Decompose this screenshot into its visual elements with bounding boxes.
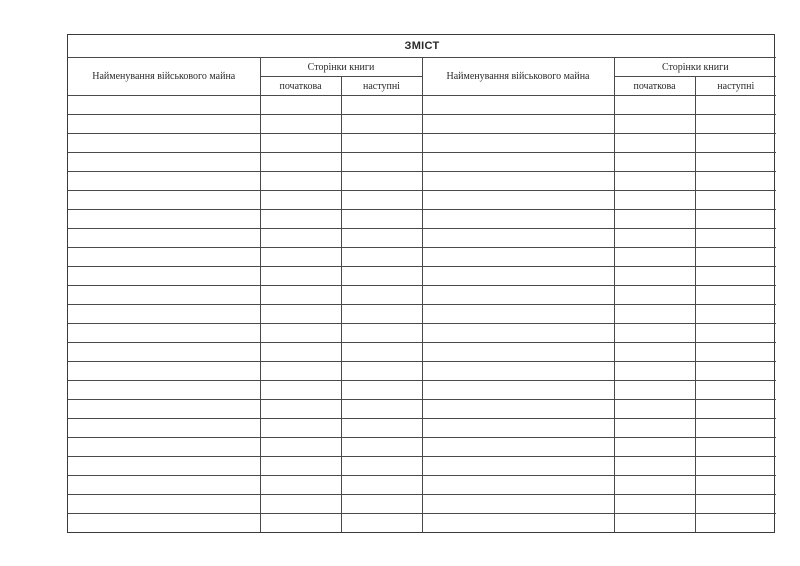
left-next-pages-cell[interactable] — [341, 172, 422, 191]
right-next-pages-cell[interactable] — [695, 400, 776, 419]
left-next-pages-cell[interactable] — [341, 305, 422, 324]
right-next-pages-cell[interactable] — [695, 419, 776, 438]
right-start-page-cell[interactable] — [614, 514, 695, 533]
right-next-pages-cell[interactable] — [695, 362, 776, 381]
left-item-name-cell[interactable] — [68, 324, 260, 343]
left-next-pages-cell[interactable] — [341, 153, 422, 172]
left-item-name-cell[interactable] — [68, 229, 260, 248]
table-row — [68, 419, 776, 438]
right-start-page-cell[interactable] — [614, 476, 695, 495]
left-start-page-cell[interactable] — [260, 172, 341, 191]
table-row — [68, 153, 776, 172]
left-item-name-cell[interactable] — [68, 305, 260, 324]
left-item-name-cell[interactable] — [68, 362, 260, 381]
left-next-pages-cell[interactable] — [341, 115, 422, 134]
right-item-name-cell[interactable] — [422, 514, 614, 533]
table-row — [68, 343, 776, 362]
left-item-name-cell[interactable] — [68, 134, 260, 153]
right-start-page-cell[interactable] — [614, 286, 695, 305]
left-item-name-cell[interactable] — [68, 191, 260, 210]
right-next-pages-cell[interactable] — [695, 476, 776, 495]
left-next-pages-cell[interactable] — [341, 229, 422, 248]
table-row — [68, 400, 776, 419]
table-row — [68, 286, 776, 305]
left-item-name-cell[interactable] — [68, 381, 260, 400]
right-start-page-cell[interactable] — [614, 115, 695, 134]
right-start-page-cell[interactable] — [614, 229, 695, 248]
right-next-pages-cell[interactable] — [695, 172, 776, 191]
left-next-pages-cell[interactable] — [341, 362, 422, 381]
right-start-page-cell[interactable] — [614, 457, 695, 476]
table-title: ЗМІСТ — [68, 35, 776, 58]
left-item-name-cell[interactable] — [68, 495, 260, 514]
left-item-name-cell[interactable] — [68, 286, 260, 305]
left-item-name-cell[interactable] — [68, 267, 260, 286]
table-row — [68, 134, 776, 153]
table-row — [68, 229, 776, 248]
left-item-name-cell[interactable] — [68, 96, 260, 115]
left-start-page-cell[interactable] — [260, 419, 341, 438]
left-start-page-header: початкова — [260, 77, 341, 96]
right-next-pages-cell[interactable] — [695, 248, 776, 267]
right-item-name-cell[interactable] — [422, 495, 614, 514]
table-row — [68, 495, 776, 514]
right-next-pages-cell[interactable] — [695, 229, 776, 248]
right-item-name-cell[interactable] — [422, 305, 614, 324]
right-item-name-cell[interactable] — [422, 210, 614, 229]
left-item-name-cell[interactable] — [68, 476, 260, 495]
right-next-pages-cell[interactable] — [695, 324, 776, 343]
left-start-page-cell[interactable] — [260, 476, 341, 495]
right-start-page-cell[interactable] — [614, 305, 695, 324]
table-row — [68, 210, 776, 229]
right-item-name-cell[interactable] — [422, 400, 614, 419]
right-next-pages-cell[interactable] — [695, 115, 776, 134]
left-next-pages-cell[interactable] — [341, 343, 422, 362]
left-item-name-cell[interactable] — [68, 115, 260, 134]
left-item-name-cell[interactable] — [68, 514, 260, 533]
table-row — [68, 96, 776, 115]
right-next-pages-cell[interactable] — [695, 210, 776, 229]
left-start-page-cell[interactable] — [260, 438, 341, 457]
right-next-pages-header: наступні — [695, 77, 776, 96]
left-pages-group-header: Сторінки книги — [260, 58, 422, 77]
left-next-pages-cell[interactable] — [341, 96, 422, 115]
right-next-pages-cell[interactable] — [695, 267, 776, 286]
left-next-pages-cell[interactable] — [341, 419, 422, 438]
right-next-pages-cell[interactable] — [695, 495, 776, 514]
table-row — [68, 457, 776, 476]
left-item-name-cell[interactable] — [68, 153, 260, 172]
right-item-name-cell[interactable] — [422, 248, 614, 267]
left-item-name-cell[interactable] — [68, 248, 260, 267]
right-next-pages-cell[interactable] — [695, 286, 776, 305]
left-start-page-cell[interactable] — [260, 115, 341, 134]
left-next-pages-cell[interactable] — [341, 134, 422, 153]
right-start-page-cell[interactable] — [614, 96, 695, 115]
left-start-page-cell[interactable] — [260, 343, 341, 362]
left-start-page-cell[interactable] — [260, 267, 341, 286]
right-start-page-cell[interactable] — [614, 172, 695, 191]
right-start-page-cell[interactable] — [614, 267, 695, 286]
left-start-page-cell[interactable] — [260, 96, 341, 115]
left-next-pages-cell[interactable] — [341, 286, 422, 305]
left-next-pages-cell[interactable] — [341, 381, 422, 400]
left-start-page-cell[interactable] — [260, 210, 341, 229]
left-start-page-cell[interactable] — [260, 514, 341, 533]
right-start-page-cell[interactable] — [614, 210, 695, 229]
right-pages-group-header: Сторінки книги — [614, 58, 776, 77]
left-item-name-cell[interactable] — [68, 172, 260, 191]
left-start-page-cell[interactable] — [260, 191, 341, 210]
table-row — [68, 514, 776, 533]
right-next-pages-cell[interactable] — [695, 343, 776, 362]
right-item-name-cell[interactable] — [422, 286, 614, 305]
right-start-page-cell[interactable] — [614, 153, 695, 172]
table-row — [68, 476, 776, 495]
right-item-name-cell[interactable] — [422, 191, 614, 210]
table-body — [68, 96, 776, 533]
right-item-name-cell[interactable] — [422, 134, 614, 153]
left-next-pages-cell[interactable] — [341, 248, 422, 267]
table-row — [68, 324, 776, 343]
left-next-pages-cell[interactable] — [341, 191, 422, 210]
left-next-pages-cell[interactable] — [341, 438, 422, 457]
left-next-pages-cell[interactable] — [341, 476, 422, 495]
right-start-page-cell[interactable] — [614, 191, 695, 210]
left-start-page-cell[interactable] — [260, 229, 341, 248]
table-row — [68, 381, 776, 400]
left-start-page-cell[interactable] — [260, 457, 341, 476]
left-item-name-cell[interactable] — [68, 210, 260, 229]
left-item-name-cell[interactable] — [68, 438, 260, 457]
right-start-page-cell[interactable] — [614, 400, 695, 419]
right-item-name-cell[interactable] — [422, 343, 614, 362]
left-start-page-cell[interactable] — [260, 381, 341, 400]
left-start-page-cell[interactable] — [260, 286, 341, 305]
left-start-page-cell[interactable] — [260, 324, 341, 343]
right-name-column-header: Найменування військового майна — [422, 58, 614, 96]
right-next-pages-cell[interactable] — [695, 96, 776, 115]
left-start-page-cell[interactable] — [260, 134, 341, 153]
table-row — [68, 191, 776, 210]
right-start-page-cell[interactable] — [614, 343, 695, 362]
left-start-page-cell[interactable] — [260, 495, 341, 514]
right-item-name-cell[interactable] — [422, 362, 614, 381]
right-item-name-cell[interactable] — [422, 476, 614, 495]
table-row — [68, 115, 776, 134]
left-start-page-cell[interactable] — [260, 400, 341, 419]
table-row — [68, 438, 776, 457]
right-start-page-cell[interactable] — [614, 134, 695, 153]
right-start-page-cell[interactable] — [614, 419, 695, 438]
right-item-name-cell[interactable] — [422, 172, 614, 191]
right-item-name-cell[interactable] — [422, 457, 614, 476]
left-start-page-cell[interactable] — [260, 153, 341, 172]
right-start-page-cell[interactable] — [614, 362, 695, 381]
table-row — [68, 305, 776, 324]
table-row — [68, 267, 776, 286]
right-next-pages-cell[interactable] — [695, 134, 776, 153]
left-next-pages-cell[interactable] — [341, 267, 422, 286]
left-item-name-cell[interactable] — [68, 400, 260, 419]
left-item-name-cell[interactable] — [68, 419, 260, 438]
left-next-pages-cell[interactable] — [341, 324, 422, 343]
contents-form — [67, 34, 775, 533]
left-next-pages-cell[interactable] — [341, 210, 422, 229]
left-name-column-header: Найменування військового майна — [68, 58, 260, 96]
right-next-pages-cell[interactable] — [695, 191, 776, 210]
right-start-page-cell[interactable] — [614, 495, 695, 514]
left-start-page-cell[interactable] — [260, 248, 341, 267]
right-start-page-cell[interactable] — [614, 324, 695, 343]
right-start-page-cell[interactable] — [614, 248, 695, 267]
right-item-name-cell[interactable] — [422, 267, 614, 286]
right-item-name-cell[interactable] — [422, 229, 614, 248]
table-row — [68, 248, 776, 267]
left-next-pages-cell[interactable] — [341, 457, 422, 476]
right-next-pages-cell[interactable] — [695, 305, 776, 324]
left-start-page-cell[interactable] — [260, 305, 341, 324]
right-next-pages-cell[interactable] — [695, 153, 776, 172]
left-item-name-cell[interactable] — [68, 343, 260, 362]
table-row — [68, 172, 776, 191]
right-item-name-cell[interactable] — [422, 115, 614, 134]
contents-table — [68, 35, 776, 532]
right-item-name-cell[interactable] — [422, 324, 614, 343]
left-next-pages-header: наступні — [341, 77, 422, 96]
right-next-pages-cell[interactable] — [695, 457, 776, 476]
right-start-page-cell[interactable] — [614, 381, 695, 400]
right-item-name-cell[interactable] — [422, 96, 614, 115]
right-item-name-cell[interactable] — [422, 438, 614, 457]
right-next-pages-cell[interactable] — [695, 438, 776, 457]
left-item-name-cell[interactable] — [68, 457, 260, 476]
left-start-page-cell[interactable] — [260, 362, 341, 381]
left-next-pages-cell[interactable] — [341, 495, 422, 514]
right-item-name-cell[interactable] — [422, 419, 614, 438]
left-next-pages-cell[interactable] — [341, 400, 422, 419]
right-next-pages-cell[interactable] — [695, 381, 776, 400]
left-next-pages-cell[interactable] — [341, 514, 422, 533]
table-row — [68, 362, 776, 381]
right-item-name-cell[interactable] — [422, 153, 614, 172]
right-start-page-header: початкова — [614, 77, 695, 96]
right-start-page-cell[interactable] — [614, 438, 695, 457]
right-item-name-cell[interactable] — [422, 381, 614, 400]
right-next-pages-cell[interactable] — [695, 514, 776, 533]
